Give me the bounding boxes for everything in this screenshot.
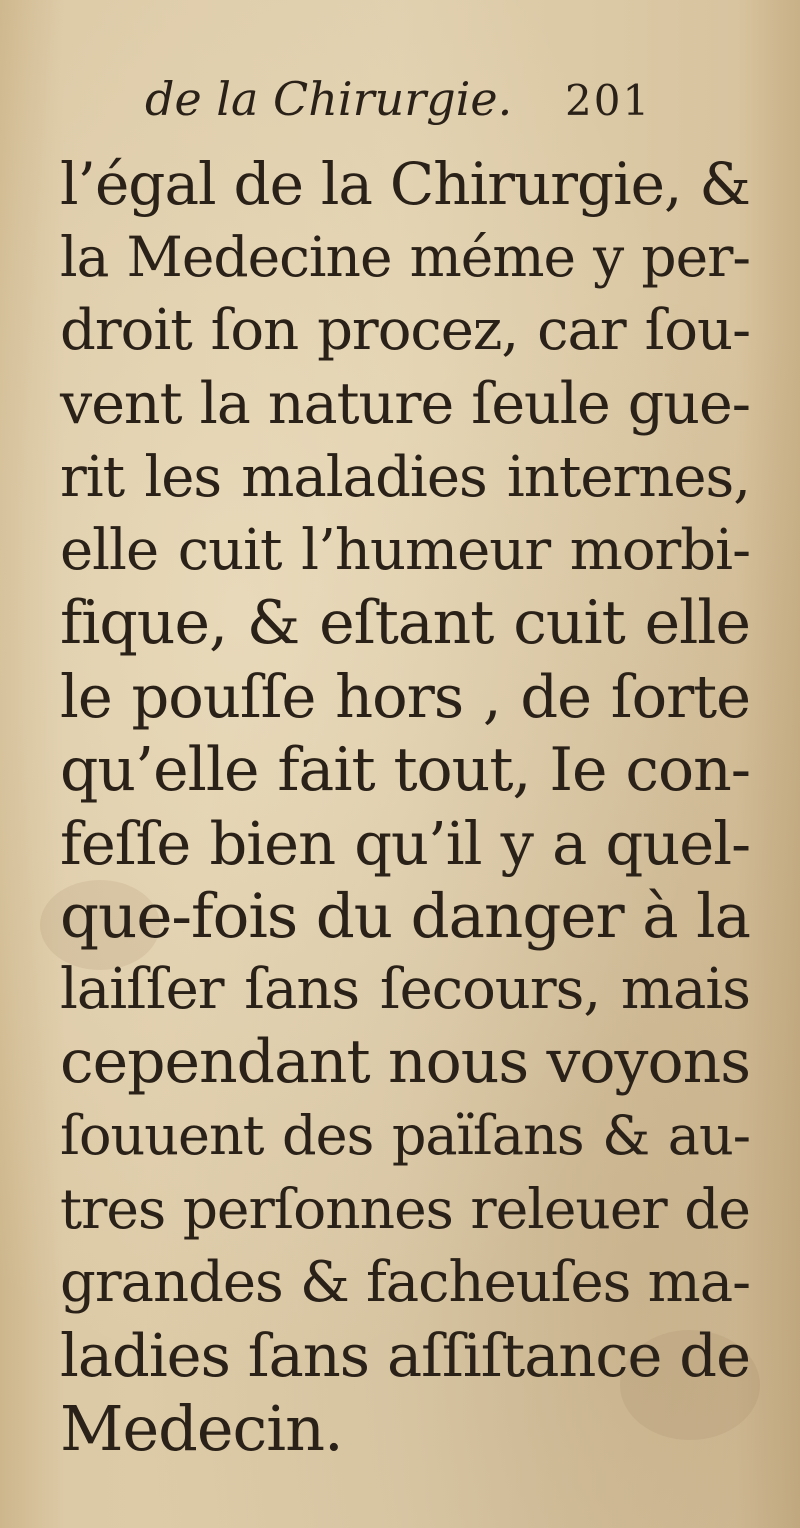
text-line: qu’elle fait tout, Ie con- — [60, 734, 750, 805]
text-line: que-fois du danger à la — [60, 880, 750, 952]
text-line: tres perſonnes releuer de — [60, 1176, 750, 1241]
text-line: Medecin. — [60, 1392, 343, 1466]
text-line: feſſe bien qu’il y a quel- — [60, 808, 750, 878]
page-number: 201 — [565, 76, 652, 125]
text-line: laiſſer ſans ſecours, mais — [60, 957, 750, 1023]
text-line: vent la nature ſeule gue- — [60, 370, 750, 437]
text-line: elle cuit l’humeur morbi- — [60, 517, 750, 583]
running-head: de la Chirurgie. — [145, 72, 513, 126]
text-line: l’égal de la Chirurgie, & — [60, 150, 750, 218]
text-line: rit les maladies internes, — [60, 444, 750, 510]
text-line: la Medecine méme y per- — [60, 225, 750, 290]
text-line: ladies ſans aſſiſtance de — [60, 1321, 750, 1390]
body-text — [60, 148, 750, 1465]
text-line: fique, & eſtant cuit elle — [60, 588, 750, 659]
text-line: ſouuent des païſans & au- — [60, 1104, 750, 1168]
page-header — [0, 72, 800, 142]
text-line: le pouſſe hors , de ſorte — [60, 662, 750, 732]
text-line: grandes & facheuſes ma- — [60, 1249, 750, 1315]
text-line: cependant nous voyons — [60, 1027, 750, 1098]
text-line: droit ſon procez, car ſou- — [60, 298, 750, 364]
